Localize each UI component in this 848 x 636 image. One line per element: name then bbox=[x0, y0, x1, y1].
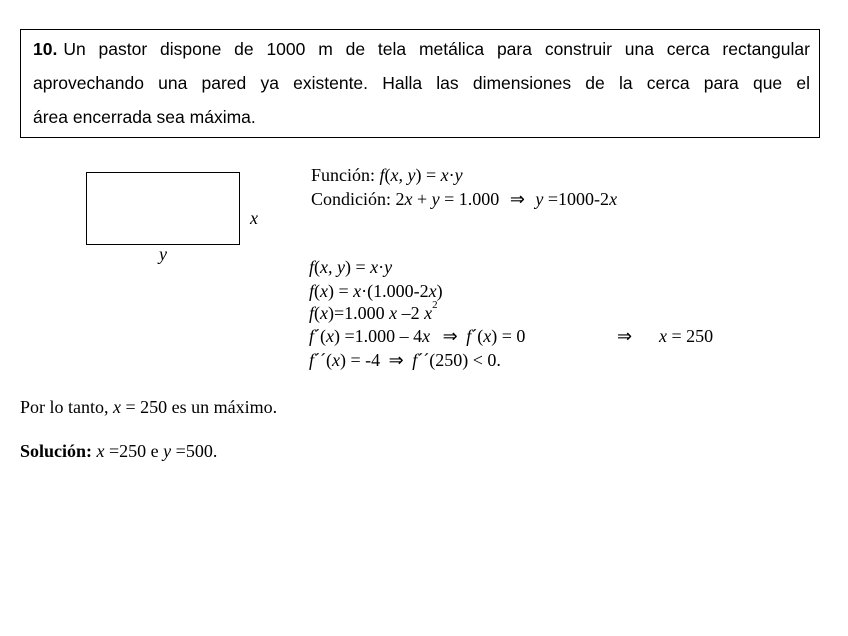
problem-line-3: área encerrada sea máxima. bbox=[33, 107, 256, 127]
problem-word: aprovechando bbox=[33, 73, 144, 93]
problem-word: de bbox=[234, 39, 254, 59]
problem-word: una bbox=[624, 39, 654, 59]
fence-rectangle bbox=[86, 172, 240, 245]
implies-symbol: ⇒ bbox=[442, 326, 458, 346]
problem-word: ya bbox=[260, 73, 279, 93]
condicion-result: y =1000-2x bbox=[535, 189, 618, 209]
exponent: 2 bbox=[432, 299, 438, 311]
funcion-label: Función: bbox=[311, 165, 376, 185]
side-x-label: x bbox=[250, 208, 258, 228]
problem-word: cerca bbox=[646, 73, 690, 93]
step-4: f´(x) =1.000 – 4x ⇒ f´(x) = 0 bbox=[309, 326, 526, 346]
implies-symbol: ⇒ bbox=[509, 189, 525, 209]
implies-symbol: ⇒ bbox=[617, 326, 633, 346]
problem-number: 10. bbox=[33, 39, 58, 59]
problem-word: para bbox=[703, 73, 739, 93]
solution-value: x =250 e y =500. bbox=[96, 441, 218, 461]
problem-word: metálica bbox=[418, 39, 485, 59]
problem-word: pastor bbox=[98, 39, 148, 59]
problem-word: de bbox=[345, 39, 366, 59]
problem-word: de bbox=[585, 73, 605, 93]
problem-word: 1000 bbox=[266, 39, 306, 59]
solution-line bbox=[20, 441, 217, 462]
problem-box bbox=[20, 29, 820, 138]
condicion-expr: 2x + y = 1.000 bbox=[395, 189, 500, 209]
problem-word: una bbox=[158, 73, 188, 93]
step-5: f´´(x) = -4 ⇒ f´´(250) < 0. bbox=[309, 350, 501, 370]
problem-line-1 bbox=[33, 39, 810, 60]
problem-word: construir bbox=[544, 39, 612, 59]
problem-word: cerca bbox=[666, 39, 710, 59]
step-2: f(x) = x·(1.000-2x) bbox=[309, 281, 443, 301]
problem-word: Halla bbox=[382, 73, 423, 93]
problem-word: la bbox=[618, 73, 633, 93]
condicion-line bbox=[311, 189, 617, 210]
problem-line-2 bbox=[33, 73, 810, 94]
problem-word: el bbox=[796, 73, 810, 93]
side-y-label: y bbox=[159, 244, 167, 264]
step-3: f(x)=1.000 x –2 $x^2$ bbox=[309, 299, 438, 323]
step-1: f(x, y) = x·y bbox=[309, 257, 393, 277]
solution-label: Solución: bbox=[20, 441, 93, 461]
problem-word: rectangular bbox=[722, 39, 810, 59]
problem-word: que bbox=[752, 73, 783, 93]
condicion-label: Condición: bbox=[311, 189, 391, 209]
funcion-expr: f(x, y) = x·y bbox=[379, 165, 463, 185]
step-4-result: x = 250 bbox=[659, 326, 714, 346]
problem-word: dimensiones bbox=[472, 73, 572, 93]
problem-text-line-1 bbox=[63, 39, 810, 60]
problem-word: Un bbox=[63, 39, 86, 59]
problem-word: existente. bbox=[293, 73, 369, 93]
problem-word: las bbox=[436, 73, 459, 93]
conclusion: Por lo tanto, x = 250 es un máximo. bbox=[20, 397, 278, 417]
problem-word: dispone bbox=[160, 39, 222, 59]
funcion-line bbox=[311, 165, 463, 186]
problem-word: tela bbox=[377, 39, 407, 59]
implies-symbol: ⇒ bbox=[388, 350, 404, 370]
problem-word: pared bbox=[201, 73, 247, 93]
problem-word: para bbox=[496, 39, 532, 59]
problem-word: m bbox=[318, 39, 333, 59]
